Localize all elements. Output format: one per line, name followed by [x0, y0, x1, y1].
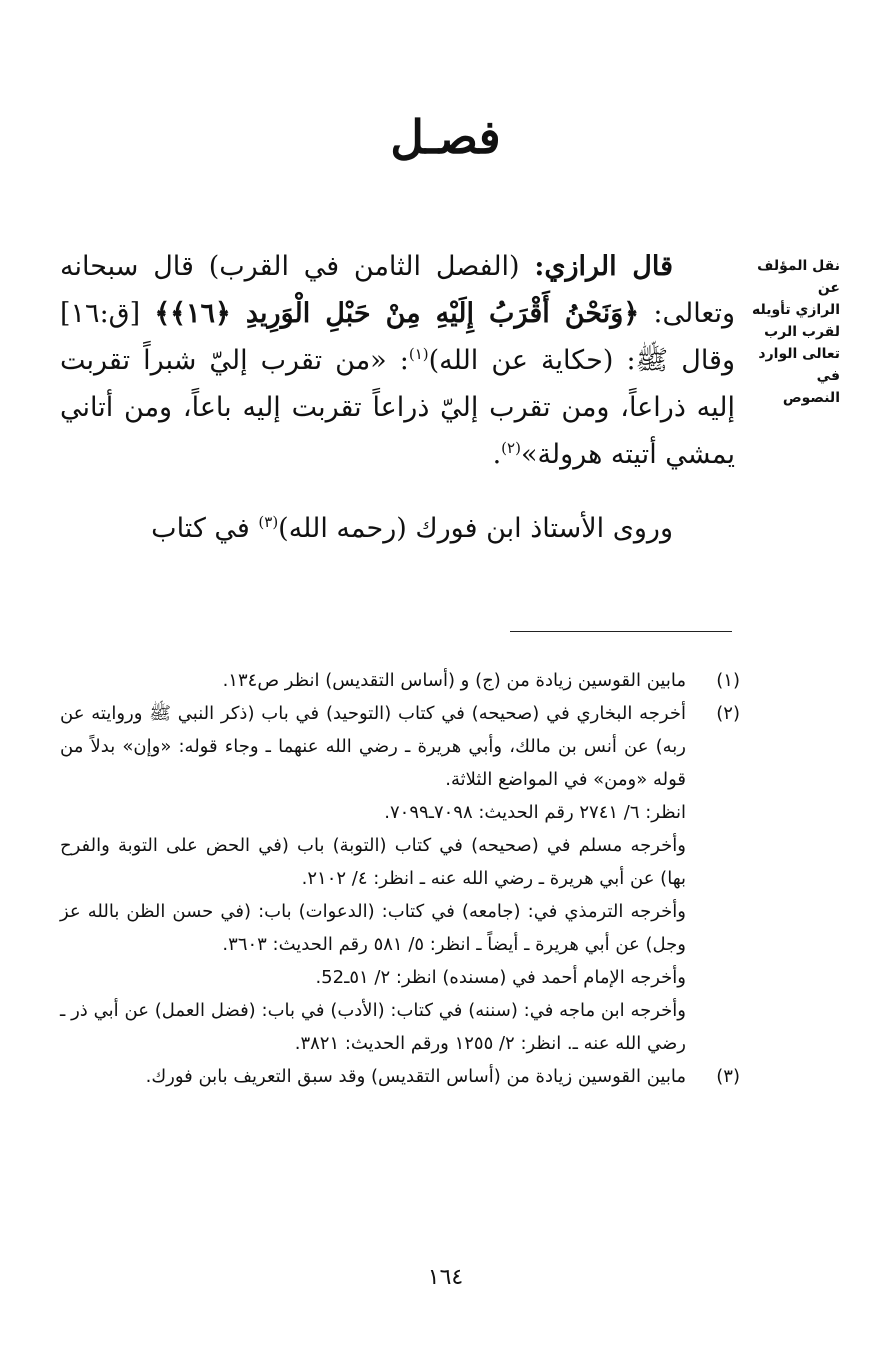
footnote-separator	[510, 631, 732, 632]
intro-text: (الفصل الثامن في القرب) قال سبحانه وتعالى:	[60, 251, 736, 329]
margin-note-line: تعالى الوارد في	[758, 346, 840, 384]
footnote-number: (٢)	[716, 703, 740, 724]
para2-text-end: في كتاب	[151, 513, 259, 544]
para2-text: وروى الأستاذ ابن فورك (رحمه الله)	[278, 513, 673, 544]
footnote-number: (٣)	[716, 1066, 740, 1087]
margin-note-line: النصوص	[782, 390, 840, 406]
hadith-text: : «من تقرب إليّ شبراً تقربت إليه ذراعاً، ومن تقرب إليّ ذراعاً تقربت إليه باعاً، ومن أتاني يمشي أتيته هرولة»	[60, 345, 735, 470]
chapter-title: فصـل	[390, 110, 501, 164]
footnote-2	[60, 697, 740, 796]
footnote-line: وأخرجه ابن ماجه في: (سننه) في كتاب: (الأدب) في باب: (فضل العمل) عن أبي ذر ـ رضي الله عنه ـ. انظر: ٢/ ١٢٥٥ ورقم الحديث: ٣٨٢١.	[60, 1000, 686, 1054]
footnote-3	[60, 1060, 740, 1093]
main-paragraph	[60, 243, 735, 478]
footnote-marker-1: (١)	[408, 345, 429, 363]
quran-reference: [ق:١٦]	[60, 298, 155, 329]
second-paragraph	[60, 505, 735, 552]
margin-note-line: نقل المؤلف عن	[757, 258, 840, 296]
speaker-label: قال الرازي:	[534, 251, 673, 282]
footnote-line: وأخرجه مسلم في (صحيحه) في كتاب (التوبة) باب (في الحض على التوبة والفرح بها) عن أبي هريرة ـ رضي الله عنه ـ انظر: ٤/ ٢١٠٢.	[60, 835, 686, 889]
footnote-number: (١)	[716, 670, 740, 691]
margin-note-line: لقرب الرب	[764, 324, 840, 340]
footnote-line: مابين القوسين زيادة من (أساس التقديس) وقد سبق التعريف بابن فورك.	[145, 1066, 686, 1087]
footnote-1	[60, 664, 740, 697]
footnote-marker-2: (٢)	[501, 439, 521, 457]
margin-note	[748, 255, 840, 409]
footnote-line: وأخرجه الإمام أحمد في (مسنده) انظر: ٢/ ٥١ـ52.	[315, 967, 686, 988]
sentence-end: .	[492, 439, 502, 470]
footnote-marker-3: (٣)	[258, 513, 279, 531]
quran-verse: ﴿وَنَحْنُ أَقْرَبُ إِلَيْهِ مِنْ حَبْلِ الْوَرِيدِ ﴿١٦﴾﴾	[154, 298, 640, 329]
margin-note-line: الرازي تأويله	[751, 302, 840, 318]
footnotes	[60, 664, 740, 1093]
footnote-line: أخرجه البخاري في (صحيحه) في كتاب (التوحيد) في باب (ذكر النبي ﷺ وروايته عن ربه) عن أنس بن مالك، وأبي هريرة ـ رضي الله عنهما ـ وجاء قوله: «وإن» بدلاً من قوله «ومن» في المواضع الثلاثة.	[60, 703, 686, 790]
page-number: ١٦٤	[427, 1265, 464, 1290]
footnote-line: وأخرجه الترمذي في: (جامعه) في كتاب: (الدعوات) باب: (في حسن الظن بالله عز وجل) عن أبي هريرة ـ أيضاً ـ انظر: ٥/ ٥٨١ رقم الحديث: ٣٦٠٣.	[60, 901, 686, 955]
after-verse-text: وقال ﷺ: (حكاية عن الله)	[428, 345, 735, 376]
footnote-2-cont	[60, 796, 740, 1060]
footnote-line: انظر: ٦/ ٢٧٤١ رقم الحديث: ٧٠٩٨ـ٧٠٩٩.	[384, 802, 686, 823]
footnote-line: مابين القوسين زيادة من (ج) و (أساس التقديس) انظر ص١٣٤.	[222, 670, 686, 691]
